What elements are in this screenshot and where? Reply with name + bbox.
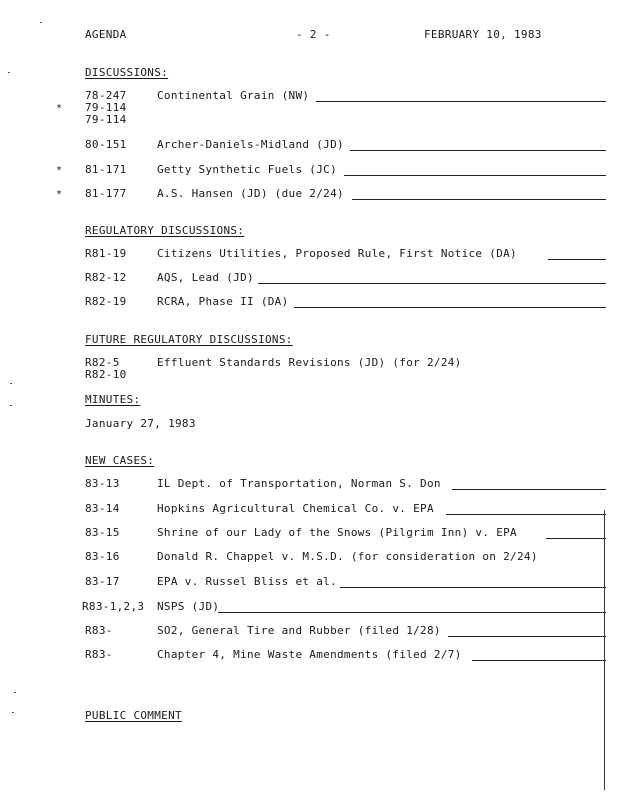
- scan-speck: [10, 383, 12, 384]
- minutes-date: January 27, 1983: [85, 417, 196, 430]
- fill-line: [452, 489, 606, 490]
- minutes-heading: MINUTES:: [85, 393, 141, 406]
- fill-line: [472, 660, 606, 661]
- regulatory-code: R82-12: [85, 271, 127, 284]
- scan-speck: [12, 712, 14, 713]
- case-code: 83-15: [85, 526, 120, 539]
- fill-line: [294, 307, 606, 308]
- fill-line: [316, 101, 606, 102]
- regulatory-code: R82-19: [85, 295, 127, 308]
- case-item-text: Shrine of our Lady of the Snows (Pilgrim Inn) v. EPA: [157, 526, 517, 539]
- case-item-text: EPA v. Russel Bliss et al.: [157, 575, 337, 588]
- header-agenda: AGENDA: [85, 28, 127, 41]
- case-item-text: Donald R. Chappel v. M.S.D. (for consideration on 2/24): [157, 550, 538, 563]
- case-item-text: Hopkins Agricultural Chemical Co. v. EPA: [157, 502, 434, 515]
- discussion-item-text: Archer-Daniels-Midland (JD): [157, 138, 344, 151]
- discussion-item-text: A.S. Hansen (JD) (due 2/24): [157, 187, 344, 200]
- margin-rule: [604, 510, 605, 790]
- case-item-text: Chapter 4, Mine Waste Amendments (filed 2/7): [157, 648, 462, 661]
- case-code: 83-17: [85, 575, 120, 588]
- regulatory-item-text: Citizens Utilities, Proposed Rule, First Notice (DA): [157, 247, 517, 260]
- discussion-code: 81-171: [85, 163, 127, 176]
- case-item-text: IL Dept. of Transportation, Norman S. Don: [157, 477, 441, 490]
- case-code: R83-: [85, 648, 113, 661]
- discussion-item-text: Continental Grain (NW): [157, 89, 310, 102]
- regulatory-discussions-heading: REGULATORY DISCUSSIONS:: [85, 224, 245, 237]
- fill-line: [344, 175, 606, 176]
- header-page-number: - 2 -: [296, 28, 331, 41]
- star-marker: *: [56, 103, 63, 114]
- future-regulatory-item-text: Effluent Standards Revisions (JD) (for 2/24): [157, 356, 462, 369]
- fill-line: [340, 587, 606, 588]
- scan-speck: [14, 692, 16, 693]
- discussions-heading: DISCUSSIONS:: [85, 66, 169, 79]
- fill-line: [448, 636, 606, 637]
- case-code: R83-: [85, 624, 113, 637]
- discussion-code-extra: 79-114: [85, 101, 127, 114]
- fill-line: [350, 150, 606, 151]
- discussion-code-extra: 79-114: [85, 113, 127, 126]
- scan-speck: [10, 405, 12, 406]
- case-code: 83-16: [85, 550, 120, 563]
- future-regulatory-code: R82-5: [85, 356, 120, 369]
- discussion-code: 80-151: [85, 138, 127, 151]
- future-regulatory-heading: FUTURE REGULATORY DISCUSSIONS:: [85, 333, 293, 346]
- regulatory-code: R81-19: [85, 247, 127, 260]
- public-comment-heading: PUBLIC COMMENT: [85, 709, 182, 722]
- fill-line: [548, 259, 606, 260]
- case-item-text: NSPS (JD): [157, 600, 220, 613]
- discussion-code: 81-177: [85, 187, 127, 200]
- header-date: FEBRUARY 10, 1983: [424, 28, 542, 41]
- fill-line: [352, 199, 606, 200]
- regulatory-item-text: RCRA, Phase II (DA): [157, 295, 289, 308]
- discussion-item-text: Getty Synthetic Fuels (JC): [157, 163, 337, 176]
- fill-line: [446, 514, 606, 515]
- fill-line: [546, 538, 606, 539]
- regulatory-item-text: AQS, Lead (JD): [157, 271, 254, 284]
- scan-speck: [8, 72, 10, 73]
- future-regulatory-code-2: R82-10: [85, 368, 127, 381]
- discussion-code: 78-247: [85, 89, 127, 102]
- case-code: 83-13: [85, 477, 120, 490]
- case-code: 83-14: [85, 502, 120, 515]
- case-code: R83-1,2,3: [82, 600, 145, 613]
- star-marker: *: [56, 165, 63, 176]
- case-item-text: SO2, General Tire and Rubber (filed 1/28): [157, 624, 441, 637]
- scan-speck: [40, 22, 42, 23]
- star-marker: *: [56, 189, 63, 200]
- fill-line: [218, 612, 606, 613]
- new-cases-heading: NEW CASES:: [85, 454, 155, 467]
- fill-line: [258, 283, 606, 284]
